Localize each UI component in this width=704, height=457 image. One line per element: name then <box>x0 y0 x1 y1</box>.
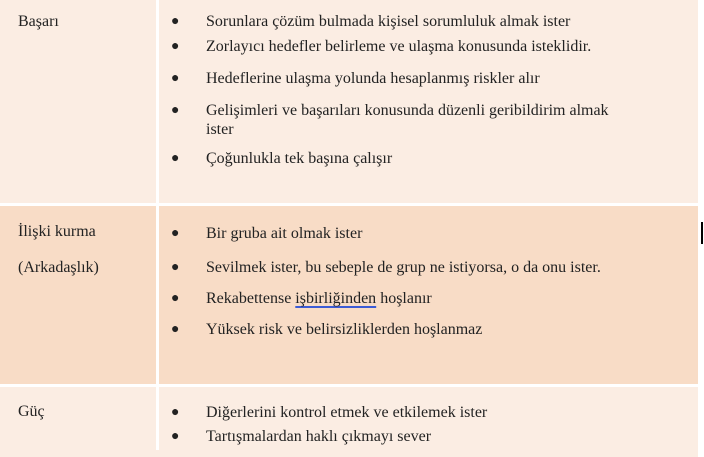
affiliation-bullet-list <box>168 224 628 339</box>
bullet-icon: ● <box>171 405 180 420</box>
list-item: ● Rekabettense işbirliğinden hoşlanır <box>171 290 432 307</box>
row-label-affiliation: İlişki kurma <box>18 223 96 240</box>
misspelled-word[interactable]: işbirliğinden <box>295 290 377 307</box>
table-row-power <box>0 387 698 457</box>
bullet-icon: ● <box>171 429 180 444</box>
table-row-achievement <box>0 0 698 203</box>
list-item: ● Zorlayıcı hedefler belirleme ve ulaşma konusunda isteklidir. <box>171 38 592 55</box>
list-item: ● Sevilmek ister, bu sebeple de grup ne istiyorsa, o da onu ister. <box>171 259 601 276</box>
column-divider <box>156 0 159 450</box>
text-cursor <box>701 222 703 244</box>
table-row-affiliation <box>0 206 698 384</box>
achievement-bullet-list <box>168 12 628 168</box>
bullet-icon: ● <box>171 14 180 29</box>
list-item: ● Bir gruba ait olmak ister <box>171 225 363 242</box>
list-item: ● Hedeflerine ulaşma yolunda hesaplanmış riskler alır <box>171 70 540 87</box>
bullet-icon: ● <box>171 151 180 166</box>
row-label-power: Güç <box>18 403 45 420</box>
row-divider <box>0 384 698 387</box>
list-item: ● Çoğunlukla tek başına çalışır <box>171 150 393 167</box>
bullet-icon: ● <box>171 226 180 241</box>
list-item: ● Diğerlerini kontrol etmek ve etkilemek ister <box>171 404 488 421</box>
list-item: ● Tartışmalardan haklı çıkmayı sever <box>171 428 432 445</box>
bullet-icon: ● <box>171 322 180 337</box>
bullet-icon: ● <box>171 103 180 118</box>
row-label-affiliation-sub: (Arkadaşlık) <box>18 259 99 276</box>
power-bullet-list <box>168 403 628 446</box>
list-item: ● Sorunlara çözüm bulmada kişisel sorumluluk almak ister <box>171 13 571 30</box>
bullet-icon: ● <box>171 291 180 306</box>
list-item: ● Gelişimleri ve başarıları konusunda düzenli geribildirim almak ister <box>171 102 609 138</box>
bullet-icon: ● <box>171 260 180 275</box>
bullet-icon: ● <box>171 71 180 86</box>
row-label-achievement: Başarı <box>18 13 59 30</box>
row-divider <box>0 203 698 206</box>
bullet-icon: ● <box>171 39 180 54</box>
list-item: ● Yüksek risk ve belirsizliklerden hoşlanmaz <box>171 321 483 338</box>
